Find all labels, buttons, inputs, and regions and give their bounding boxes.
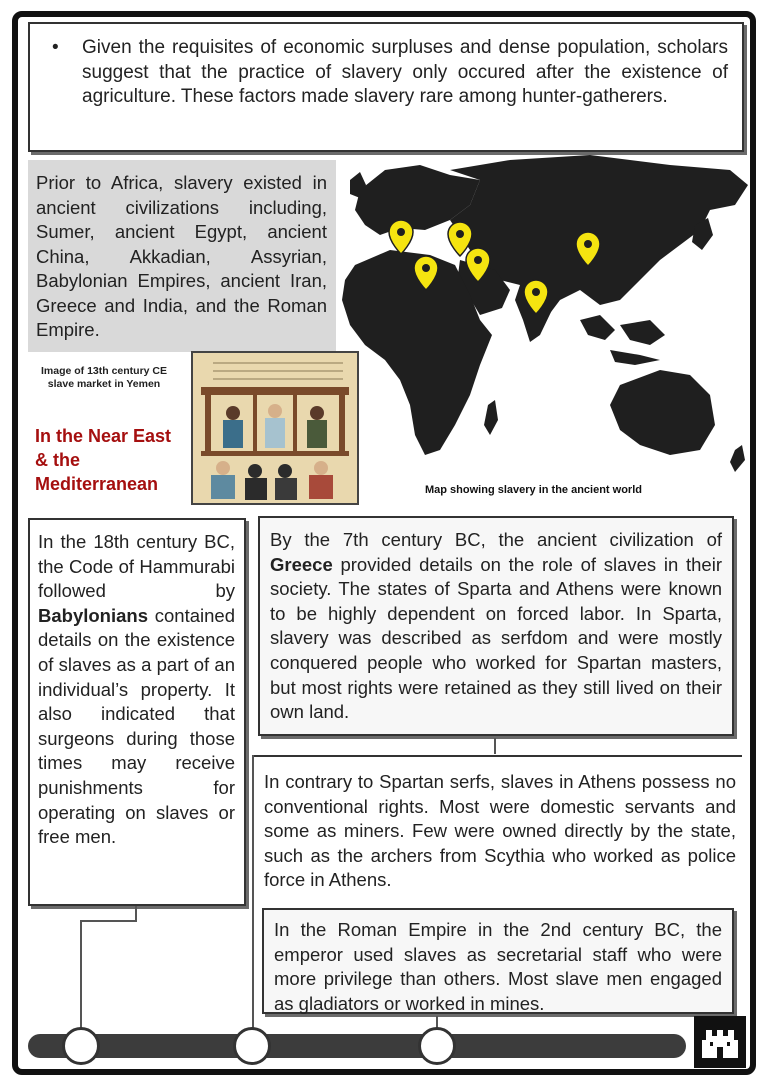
timeline-bar	[28, 1034, 686, 1058]
connector-line	[252, 755, 254, 1030]
greece-bold: Greece	[270, 553, 333, 575]
intro-text: Given the requisites of economic surpluses and dense population, scholars suggest that the practice of slavery only occured after the existence of agriculture. These factors made slavery rare among hunter-gatherers.	[82, 37, 728, 107]
prior-africa-text: Prior to Africa, slavery existed in ancient civilizations including, Sumer, ancient Egypt, ancient China, Akkadian, Assyrian, Babylonian Empires, ancient Iran, Greece and India, and the Roman Empire.	[28, 160, 336, 352]
athens-text: In contrary to Spartan serfs, slaves in Athens possess no conventional rights. Most were domestic servants and some as miners. Few were owned directly by the state, such as the archers from Scythia who worked as police force in Athens.	[252, 755, 742, 895]
connector-line	[494, 738, 496, 754]
hammurabi-text-2: contained details on the existence of slaves as a part of an individual’s property. It also indicated that surgeons during those times may receive punishments for operating on slaves or free men.	[38, 604, 235, 848]
location-pin[interactable]	[389, 220, 413, 254]
timeline-dot	[418, 1027, 456, 1065]
location-pin[interactable]	[448, 222, 472, 256]
bullet-point: •	[52, 37, 59, 58]
map-caption: Map showing slavery in the ancient world	[425, 484, 642, 496]
greece-text-2: provided details on the role of slaves in their society. The states of Sparta and Athens were known to be highly dependent on forced labor. In Sparta, slavery was described as serfdom and were mostly conquered people who worked for Spartan masters, but most rights were retained as they still lived on their own land.	[270, 553, 722, 723]
greece-box	[258, 516, 734, 736]
hammurabi-text-1: In the 18th century BC, the Code of Hammurabi followed by	[38, 531, 235, 602]
intro-box	[28, 22, 744, 152]
timeline-dot	[62, 1027, 100, 1065]
connector-line	[80, 920, 137, 922]
greece-text-1: By the 7th century BC, the ancient civilization of	[270, 529, 722, 550]
image-caption: Image of 13th century CE slave market in Yemen	[40, 365, 168, 390]
castle-logo-icon	[694, 1016, 746, 1068]
timeline-dot	[233, 1027, 271, 1065]
roman-text: In the Roman Empire in the 2nd century BC, the emperor used slaves as secretarial staff who were more privilege than others. Most slave men engaged as gladiators or worked in mines.	[274, 919, 722, 1014]
connector-line	[80, 920, 82, 1030]
section-title: In the Near East & the Mediterranean	[35, 426, 172, 494]
hammurabi-box	[28, 518, 246, 906]
world-map	[330, 150, 750, 500]
roman-box	[262, 908, 734, 1014]
babylonians-bold: Babylonians	[38, 604, 148, 626]
slave-market-painting	[191, 351, 359, 505]
